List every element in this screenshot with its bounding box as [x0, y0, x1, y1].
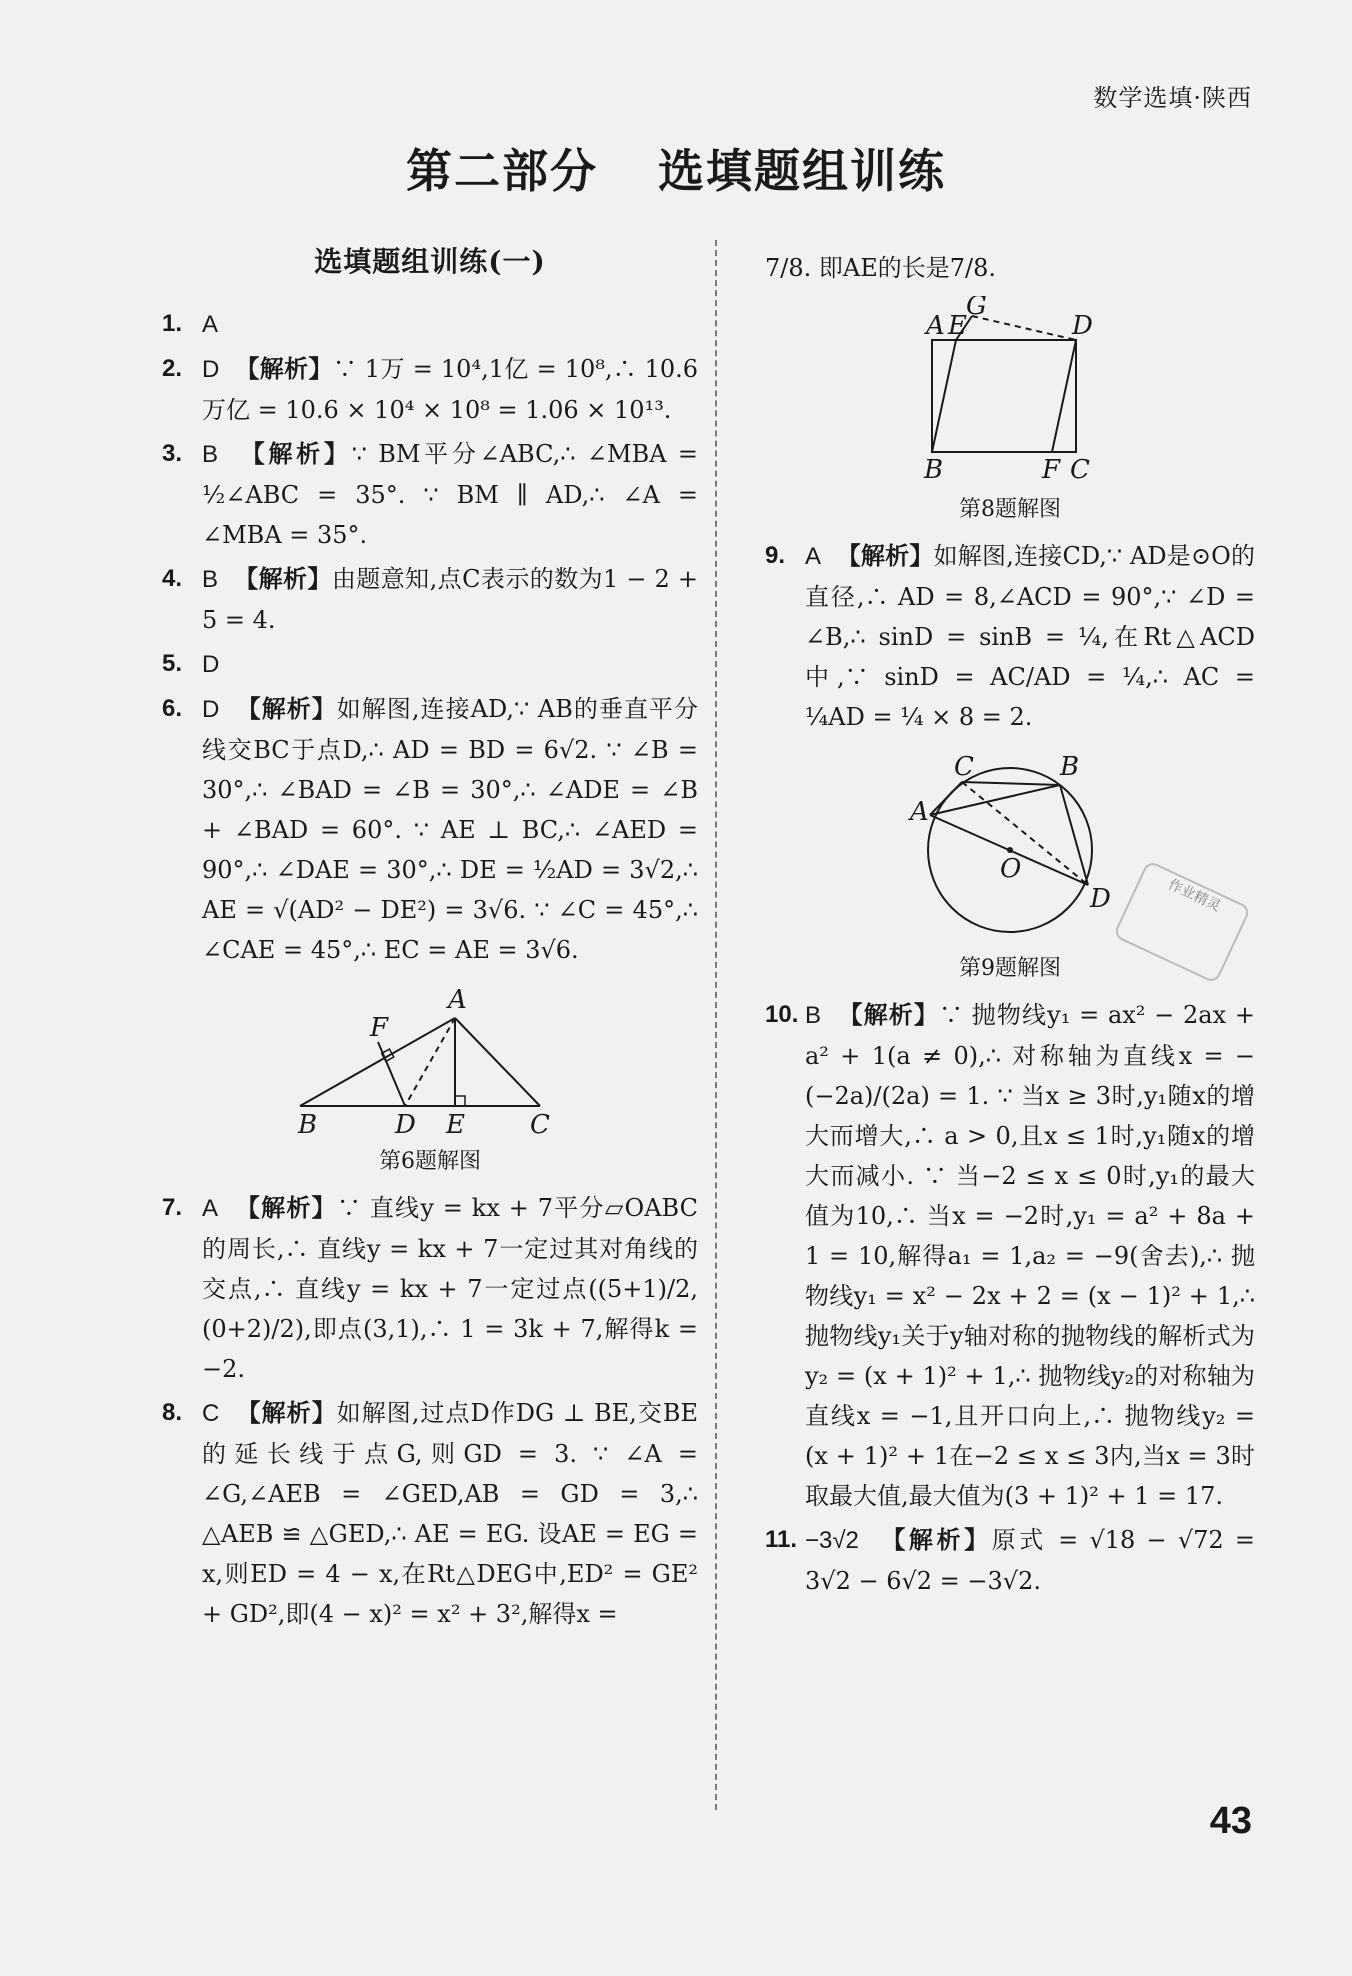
item-solution: ∵ 直线y = kx + 7平分▱OABC的周长,∴ 直线y = kx + 7一定过其对角线的交点,∴ 直线y = kx + 7一定过点((5+1)/2, (0+2)/2),即点(3,1),∴ 1 = 3k + 7,解得k = −2.: [202, 1194, 699, 1383]
analysis-tag: 【解析】: [240, 439, 352, 468]
item-answer: D: [202, 696, 220, 723]
item-answer: A: [202, 311, 219, 338]
label-c: C: [954, 752, 974, 782]
analysis-tag: 【解析】: [836, 541, 934, 570]
line-cb: [962, 782, 1060, 785]
answer-item: [765, 995, 1255, 1516]
part-title: [0, 135, 1352, 201]
line-ab: [930, 785, 1060, 815]
figure-6-diagram: [280, 978, 580, 1138]
item-solution: 由题意知,点C表示的数为1 − 2 + 5 = 4.: [202, 565, 698, 634]
label-a: A: [910, 797, 929, 827]
column-divider: [715, 240, 717, 1810]
answer-item: [162, 434, 698, 555]
item-answer: A: [202, 1195, 219, 1222]
line-be: [932, 340, 956, 452]
item-solution: ∵ 抛物线y₁ = ax² − 2ax + a² + 1(a ≠ 0),∴ 对称轴为直线x = −(−2a)/(2a) = 1. ∵ 当x ≥ 3时,y₁随x的增大而增大,∴ a > 0,且x ≤ 1时,y₁随x的增大而减小. ∵ 当−2 ≤ x ≤ 0时,y₁的最大值为10,∴ 当x = −2时,y₁ = a² + 8a + 1 = 10,解得a₁ = 1,a₂ = −9(舍去),∴ 抛物线y₁ = x² − 2x + 2 = (x − 1)² + 1,∴ 抛物线y₁关于y轴对称的抛物线的解析式为y₂ = (x + 1)² + 1,∴ 抛物线y₂的对称轴为直线x = −1,且开口向上,∴ 抛物线y₂ = (x + 1)² + 1在−2 ≤ x ≤ 3内,当x = 3时取最大值,最大值为(3 + 1)² + 1 = 17.: [805, 1001, 1256, 1510]
label-b: B: [298, 1110, 318, 1138]
label-a: A: [926, 311, 945, 341]
item-number: 10.: [765, 1001, 799, 1028]
answer-item: [162, 349, 698, 430]
item-answer: D: [202, 356, 220, 383]
answer-item: [162, 689, 698, 970]
item-solution: 如解图,过点D作DG ⊥ BE,交BE的延长线于点G,则GD = 3. ∵ ∠A = ∠G,∠AEB = ∠GED,AB = GD = 3,∴ △AEB ≌ △GED,∴ AE = EG. 设AE = EG = x,则ED = 4 − x,在Rt△DEG中,ED² = GE² + GD²,即(4 − x)² = x² + 3²,解得x =: [202, 1399, 698, 1628]
figure-8: [765, 296, 1255, 486]
item-solution: 如解图,连接CD,∵ AD是⊙O的直径,∴ AD = 8,∠ACD = 90°,∵ ∠D = ∠B,∴ sinD = sinB = ¼,在Rt△ACD中,∵ sinD = AC/AD = ¼,∴ AC = ¼AD = ¼ × 8 = 2.: [805, 542, 1256, 731]
item-answer: D: [202, 651, 220, 678]
label-b: B: [924, 455, 944, 485]
part-title-left: 第二部分: [406, 144, 598, 198]
section-title: 选填题组训练(一): [314, 245, 546, 278]
right-angle-e: [455, 1096, 465, 1106]
item-number: 2.: [162, 355, 183, 382]
item-number: 6.: [162, 695, 183, 722]
figure-8-caption: 第8题解图: [959, 497, 1061, 522]
answer-item: [162, 559, 698, 640]
label-c: C: [1070, 455, 1090, 485]
page-number: 43: [1209, 1800, 1252, 1842]
label-d: D: [1072, 311, 1093, 341]
item-number: 8.: [162, 1399, 183, 1426]
analysis-tag: 【解析】: [236, 1398, 337, 1427]
figure-9-diagram: [900, 745, 1120, 945]
item-8-continued: 7/8. 即AE的长是7/8.: [765, 254, 996, 282]
label-d: D: [1090, 884, 1111, 914]
label-o: O: [1000, 854, 1022, 884]
answer-item: [162, 1188, 698, 1389]
label-f: F: [370, 1013, 389, 1043]
answer-item: [162, 304, 698, 345]
item-number: 1.: [162, 310, 183, 337]
item-answer: −3√2: [805, 1527, 859, 1554]
label-e: E: [948, 311, 967, 341]
item-solution: 原式 = √18 − √72 = 3√2 − 6√2 = −3√2.: [805, 1526, 1256, 1595]
left-column: [162, 242, 698, 1638]
line-ac: [930, 782, 962, 815]
answer-item: [765, 536, 1255, 737]
item-solution: ∵ 1万 = 10⁴,1亿 = 10⁸,∴ 10.6万亿 = 10.6 × 10⁴ × 10⁸ = 1.06 × 10¹³.: [202, 355, 699, 424]
analysis-tag: 【解析】: [234, 564, 332, 593]
page-header: 数学选填·陕西: [1093, 84, 1252, 112]
item-number: 11.: [765, 1526, 798, 1553]
figure-6-caption: 第6题解图: [379, 1149, 481, 1174]
figure-8-diagram: [890, 296, 1130, 486]
label-f: F: [1042, 455, 1061, 485]
item-number: 5.: [162, 650, 183, 677]
analysis-tag: 【解析】: [881, 1525, 992, 1554]
label-a: A: [448, 985, 467, 1015]
answer-item: [162, 644, 698, 685]
item-solution: ∵ BM平分∠ABC,∴ ∠MBA = ½∠ABC = 35°. ∵ BM ∥ AD,∴ ∠A = ∠MBA = 35°.: [202, 440, 698, 549]
rectangle-abcd: [932, 340, 1076, 452]
answer-item: [162, 1393, 698, 1634]
analysis-tag: 【解析】: [236, 694, 337, 723]
figure-9-caption: 第9题解图: [959, 956, 1061, 981]
stamp: 作业精灵: [1113, 860, 1252, 984]
item-number: 4.: [162, 565, 183, 592]
item-answer: C: [202, 1400, 220, 1427]
item-number: 9.: [765, 542, 786, 569]
line-df: [1052, 340, 1076, 452]
center-point: [1007, 847, 1013, 853]
item-number: 3.: [162, 440, 183, 467]
label-d: D: [395, 1110, 416, 1138]
item-answer: B: [202, 566, 219, 593]
part-title-right: 选填题组训练: [658, 144, 946, 198]
line-gd: [972, 316, 1076, 340]
label-g: G: [966, 296, 987, 321]
line-ac: [455, 1018, 540, 1106]
line-cd: [962, 782, 1088, 885]
label-b: B: [1060, 752, 1080, 782]
figure-6: [162, 978, 698, 1138]
label-c: C: [530, 1110, 550, 1138]
analysis-tag: 【解析】: [235, 1193, 337, 1222]
analysis-tag: 【解析】: [838, 1000, 940, 1029]
item-answer: B: [805, 1002, 822, 1029]
item-answer: B: [202, 441, 219, 468]
item-answer: A: [805, 543, 822, 570]
answer-item: [765, 1520, 1255, 1601]
item-solution: 如解图,连接AD,∵ AB的垂直平分线交BC于点D,∴ AD = BD = 6√2. ∵ ∠B = 30°,∴ ∠BAD = ∠B = 30°,∴ ∠ADE = ∠B + ∠BAD = 60°. ∵ AE ⊥ BC,∴ ∠AED = 90°,∴ ∠DAE = 30°,∴ DE = ½AD = 3√2,∴ AE = √(AD² − DE²) = 3√6. ∵ ∠C = 45°,∴ ∠CAE = 45°,∴ EC = AE = 3√6.: [202, 695, 699, 964]
label-e: E: [446, 1110, 465, 1138]
item-number: 7.: [162, 1194, 183, 1221]
analysis-tag: 【解析】: [235, 354, 333, 383]
